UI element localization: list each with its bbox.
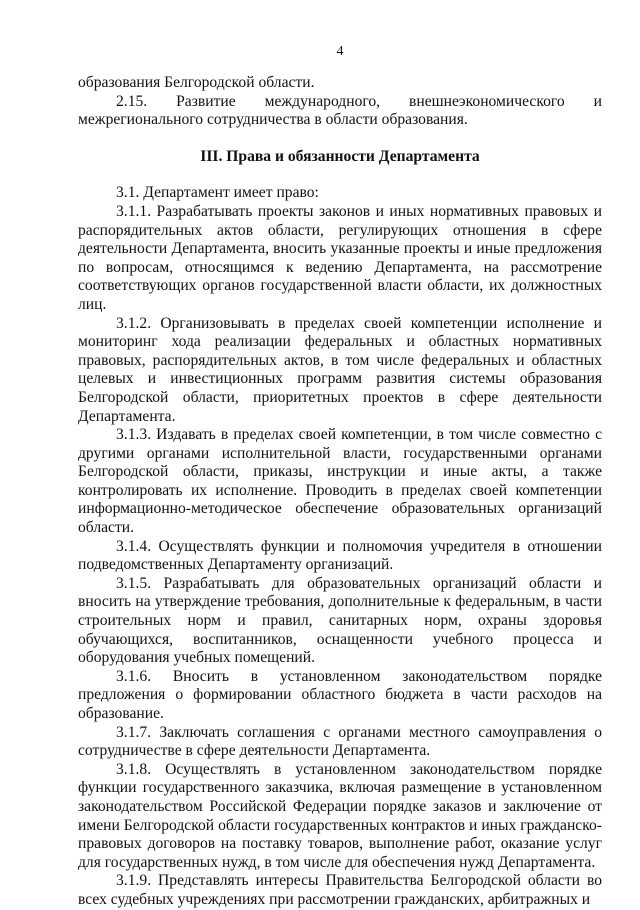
paragraph-3-1-3: 3.1.3. Издавать в пределах своей компетенции, в том числе совместно с другими органами исполнительной власти, государственными органами Белгородской области, приказы, инструкции и иные акты, а также контролировать их исполнение. Проводить в пределах своей компетенции информационно-методическое обеспечение образовательных организаций области. — [78, 426, 602, 537]
paragraph-3-1-8: 3.1.8. Осуществлять в установленном законодательством порядке функции государственного заказчика, включая размещение в установленном законодательством Российской Федерации порядке заказов и заключение от имени Белгородской области государственных контрактов и иных гражданско-правовых договоров на поставку товаров, выполнение работ, оказание услуг для государственных нужд, в том числе для обеспечения нужд Департамента. — [78, 760, 602, 871]
paragraph-3-1-1: 3.1.1. Разрабатывать проекты законов и иных нормативных правовых и распорядительных актов области, регулирующих отношения в сфере деятельности Департамента, вносить указанные проекты и иные предложения по вопросам, относящимся к ведению Департамента, на рассмотрение соответствующих органов государственной власти области, их должностных лиц. — [78, 202, 602, 313]
paragraph-3-1-4: 3.1.4. Осуществлять функции и полномочия учредителя в отношении подведомственных Департаменту организаций. — [78, 537, 602, 574]
page-number: 4 — [336, 44, 344, 59]
paragraph-3-1-9: 3.1.9. Представлять интересы Правительства Белгородской области во всех судебных учреждениях при рассмотрении гражданских, арбитражных и — [78, 872, 602, 908]
paragraph-3-1-5: 3.1.5. Разрабатывать для образовательных организаций области и вносить на утверждение требования, дополнительные к федеральным, в части строительных норм и правил, санитарных норм, охраны здоровья обучающихся, воспитанников, оснащенности учебного процесса и оборудования учебных помещений. — [78, 574, 602, 667]
section-heading: III. Права и обязанности Департамента — [200, 147, 480, 165]
paragraph-3-1-6: 3.1.6. Вносить в установленном законодательством порядке предложения о формировании областного бюджета в части расходов на образование. — [78, 667, 602, 722]
paragraph-2-15: 2.15. Развитие международного, внешнеэкономического и межрегионального сотрудничества в области образования. — [78, 92, 602, 129]
paragraph-3-1-7: 3.1.7. Заключать соглашения с органами местного самоуправления о сотрудничестве в сфере деятельности Департамента. — [78, 723, 602, 760]
document-body — [78, 74, 602, 910]
paragraph-3-1-2: 3.1.2. Организовывать в пределах своей компетенции исполнение и мониторинг хода реализации федеральных и областных нормативных правовых, распорядительных актов, в том числе федеральных и областных целевых и инвестиционных программ развития системы образования Белгородской области, приоритетных проектов в сфере деятельности Департамента. — [78, 314, 602, 425]
paragraph-3-1: 3.1. Департамент имеет право: — [116, 184, 319, 202]
paragraph-continuation: образования Белгородской области. — [78, 74, 315, 91]
